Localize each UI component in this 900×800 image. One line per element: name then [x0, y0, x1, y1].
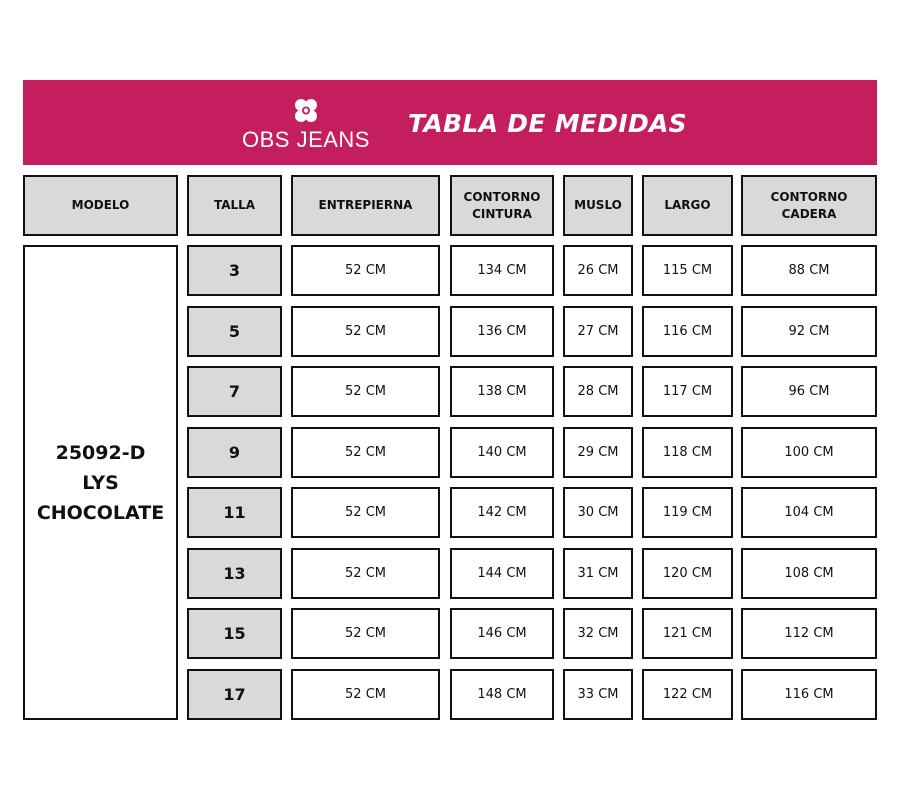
header-modelo: [23, 175, 178, 236]
entrepierna-value: 52 CM: [345, 505, 386, 520]
size-value: 13: [223, 563, 246, 583]
size-value: 11: [223, 503, 246, 522]
cell-entrepierna: [291, 306, 440, 357]
cell-talla: [187, 608, 282, 659]
cell-cadera: [741, 306, 877, 357]
cell-cintura: [450, 245, 554, 296]
cell-entrepierna: [291, 669, 440, 720]
entrepierna-value: 52 CM: [345, 565, 386, 581]
cintura-value: 146 CM: [477, 626, 527, 641]
entrepierna-value: 52 CM: [345, 686, 386, 702]
entrepierna-value: 52 CM: [345, 323, 386, 339]
header-label: ENTREPIERNA: [318, 198, 413, 212]
cell-largo: [642, 608, 733, 659]
entrepierna-value: 52 CM: [345, 626, 386, 641]
muslo-value: 30 CM: [577, 505, 619, 520]
brand-name: OBS JEANS: [242, 127, 370, 152]
cell-cintura: [450, 366, 554, 417]
cadera-value: 96 CM: [788, 384, 830, 399]
largo-value: 121 CM: [662, 626, 713, 641]
cell-muslo: [563, 306, 633, 357]
cell-entrepierna: [291, 245, 440, 296]
largo-value: 115 CM: [662, 263, 713, 278]
cell-talla: [187, 306, 282, 357]
cell-talla: [187, 669, 282, 720]
size-value: 3: [228, 261, 241, 280]
header-label: MODELO: [71, 198, 130, 212]
cell-entrepierna: [291, 548, 440, 599]
cadera-value: 88 CM: [788, 263, 830, 278]
size-value: 17: [223, 684, 246, 704]
muslo-value: 33 CM: [577, 686, 619, 702]
cell-muslo: [563, 245, 633, 296]
muslo-value: 31 CM: [577, 565, 619, 581]
model-line: CHOCOLATE: [36, 501, 165, 524]
cell-talla: [187, 245, 282, 296]
cell-entrepierna: [291, 608, 440, 659]
cell-entrepierna: [291, 427, 440, 478]
header-cadera: [741, 175, 877, 236]
cell-largo: [642, 245, 733, 296]
model-line: LYS: [82, 471, 119, 494]
cell-muslo: [563, 608, 633, 659]
cell-largo: [642, 427, 733, 478]
size-value: 15: [223, 624, 246, 643]
cintura-value: 138 CM: [477, 384, 527, 399]
cell-largo: [642, 306, 733, 357]
largo-value: 119 CM: [662, 505, 713, 520]
largo-value: 118 CM: [662, 444, 713, 460]
cadera-value: 112 CM: [784, 626, 834, 641]
muslo-value: 29 CM: [577, 444, 619, 460]
cadera-value: 100 CM: [784, 444, 834, 460]
size-value: 7: [228, 382, 241, 401]
largo-value: 120 CM: [662, 565, 713, 581]
header-muslo: [563, 175, 633, 236]
muslo-value: 26 CM: [577, 263, 619, 278]
header-cintura: [450, 175, 554, 236]
cell-muslo: [563, 548, 633, 599]
header-label: CONTORNO CINTURA: [463, 189, 541, 221]
entrepierna-value: 52 CM: [345, 384, 386, 399]
cell-cintura: [450, 608, 554, 659]
entrepierna-value: 52 CM: [345, 444, 386, 460]
header-talla: [187, 175, 282, 236]
clover-icon: [290, 95, 322, 127]
cintura-value: 134 CM: [477, 263, 527, 278]
brand-logo: [236, 95, 376, 155]
cell-talla: [187, 548, 282, 599]
cell-cadera: [741, 487, 877, 538]
cell-cadera: [741, 427, 877, 478]
model-cell: [23, 245, 178, 720]
largo-value: 116 CM: [662, 323, 713, 339]
size-value: 9: [228, 442, 241, 462]
header-label: MUSLO: [574, 198, 622, 212]
cell-largo: [642, 366, 733, 417]
cell-cintura: [450, 548, 554, 599]
muslo-value: 28 CM: [577, 384, 619, 399]
cintura-value: 144 CM: [477, 565, 527, 581]
cell-largo: [642, 548, 733, 599]
header-entrepierna: [291, 175, 440, 236]
cintura-value: 136 CM: [477, 323, 527, 339]
muslo-value: 32 CM: [577, 626, 619, 641]
cell-cadera: [741, 608, 877, 659]
cadera-value: 116 CM: [784, 686, 834, 702]
header-label: CONTORNO CADERA: [770, 189, 848, 221]
cell-largo: [642, 669, 733, 720]
model-line: 25092-D: [55, 441, 146, 464]
cell-cadera: [741, 548, 877, 599]
cell-entrepierna: [291, 487, 440, 538]
cell-muslo: [563, 427, 633, 478]
header-largo: [642, 175, 733, 236]
header-label: LARGO: [664, 198, 711, 212]
entrepierna-value: 52 CM: [345, 263, 386, 278]
size-value: 5: [228, 321, 241, 341]
cell-cintura: [450, 669, 554, 720]
cell-talla: [187, 366, 282, 417]
largo-value: 122 CM: [662, 686, 713, 702]
cell-muslo: [563, 487, 633, 538]
cell-muslo: [563, 366, 633, 417]
cell-cintura: [450, 487, 554, 538]
cell-cintura: [450, 427, 554, 478]
largo-value: 117 CM: [662, 384, 713, 399]
cell-talla: [187, 487, 282, 538]
header-label: TALLA: [213, 198, 256, 212]
cell-cadera: [741, 366, 877, 417]
cell-largo: [642, 487, 733, 538]
cadera-value: 104 CM: [784, 505, 834, 520]
cell-muslo: [563, 669, 633, 720]
cintura-value: 142 CM: [477, 505, 527, 520]
cintura-value: 148 CM: [477, 686, 527, 702]
cadera-value: 92 CM: [788, 323, 830, 339]
cell-talla: [187, 427, 282, 478]
cintura-value: 140 CM: [477, 444, 527, 460]
cadera-value: 108 CM: [784, 565, 834, 581]
page-title: TABLA DE MEDIDAS: [408, 109, 687, 138]
cell-cadera: [741, 669, 877, 720]
cell-entrepierna: [291, 366, 440, 417]
muslo-value: 27 CM: [577, 323, 619, 339]
cell-cadera: [741, 245, 877, 296]
cell-cintura: [450, 306, 554, 357]
